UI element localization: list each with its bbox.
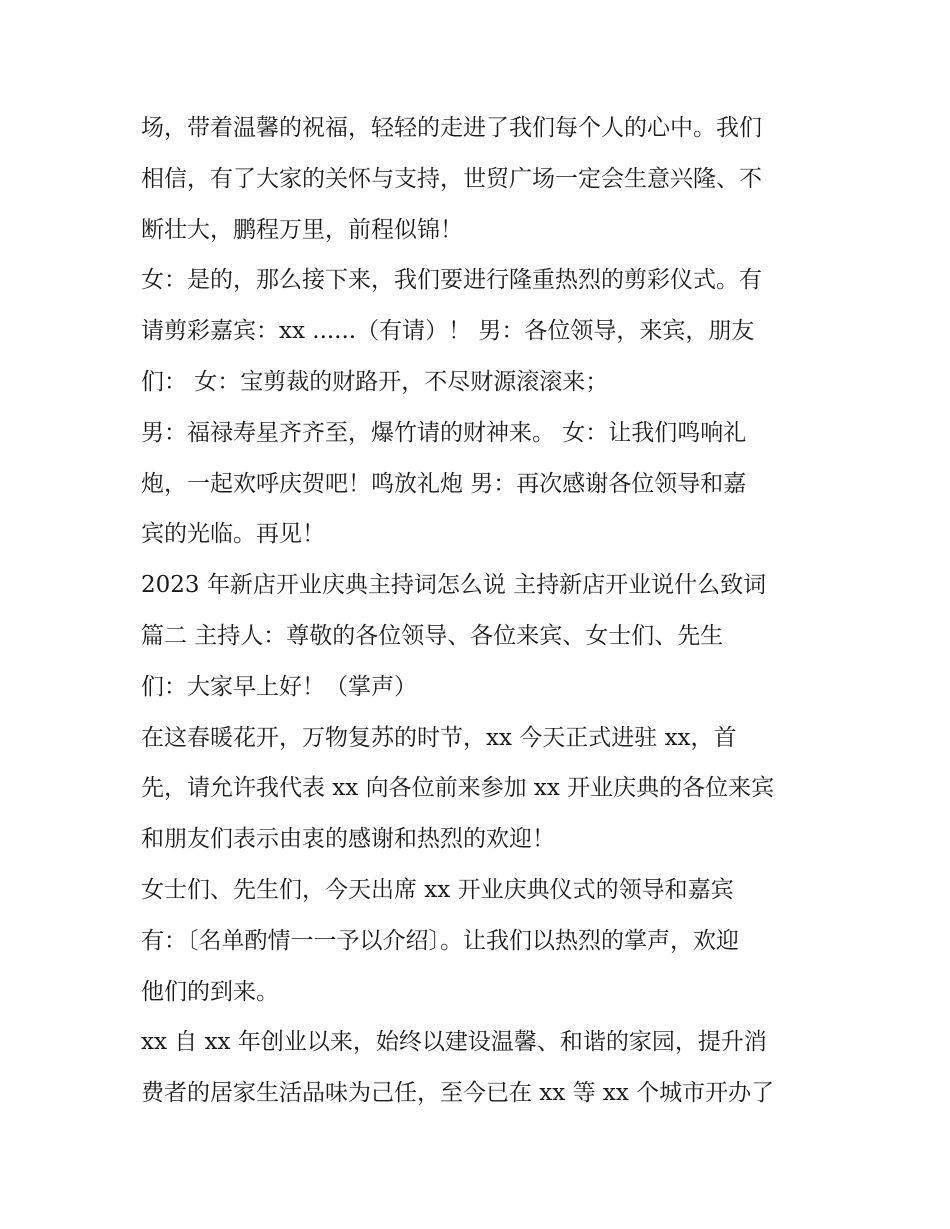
text-line: 们： 女：宝剪裁的财路开，不尽财源滚滚来； (141, 368, 609, 395)
document-body (141, 103, 821, 1119)
text-line: xx 自 xx 年创业以来，始终以建设温馨、和谐的家园，提升消 (141, 1029, 767, 1056)
text-line: 和朋友们表示由衷的感谢和热烈的欢迎！ (141, 826, 555, 853)
text-line: 炮，一起欢呼庆贺吧！鸣放礼炮 男：再次感谢各位领导和嘉 (141, 470, 747, 497)
text-line: 他们的到来。 (141, 978, 279, 1005)
text-line: 断壮大，鹏程万里，前程似锦！ (141, 216, 463, 243)
text-line: 费者的居家生活品味为己任，至今已在 xx 等 xx 个城市开办了 (141, 1080, 775, 1107)
text-line: 先，请允许我代表 xx 向各位前来参加 xx 开业庆典的各位来宾 (141, 775, 775, 802)
text-line: 场，带着温馨的祝福，轻轻的走进了我们每个人的心中。我们 (141, 115, 762, 141)
text-line: 宾的光临。再见！ (141, 521, 325, 548)
text-line: 相信，有了大家的关怀与支持，世贸广场一定会生意兴隆、不 (141, 165, 762, 192)
text-line: 们：大家早上好！（掌声） (141, 673, 417, 700)
text-line: 男：福禄寿星齐齐至，爆竹请的财神来。 女：让我们鸣响礼 (141, 419, 747, 446)
text-line: 请剪彩嘉宾：xx ......（有请）！ 男：各位领导，来宾，朋友 (141, 318, 755, 345)
text-line: 在这春暖花开，万物复苏的时节，xx 今天正式进驻 xx，首 (141, 724, 737, 751)
text-line: 有：〔名单酌情一一予以介绍〕。让我们以热烈的掌声，欢迎 (141, 927, 739, 954)
text-line: 2023 年新店开业庆典主持词怎么说 主持新店开业说什么致词 (141, 572, 767, 599)
text-line: 篇二 主持人：尊敬的各位领导、各位来宾、女士们、先生 (141, 622, 724, 649)
text-line: 女：是的，那么接下来，我们要进行隆重热烈的剪彩仪式。有 (141, 267, 762, 294)
text-line: 女士们、先生们，今天出席 xx 开业庆典仪式的领导和嘉宾 (141, 876, 734, 903)
